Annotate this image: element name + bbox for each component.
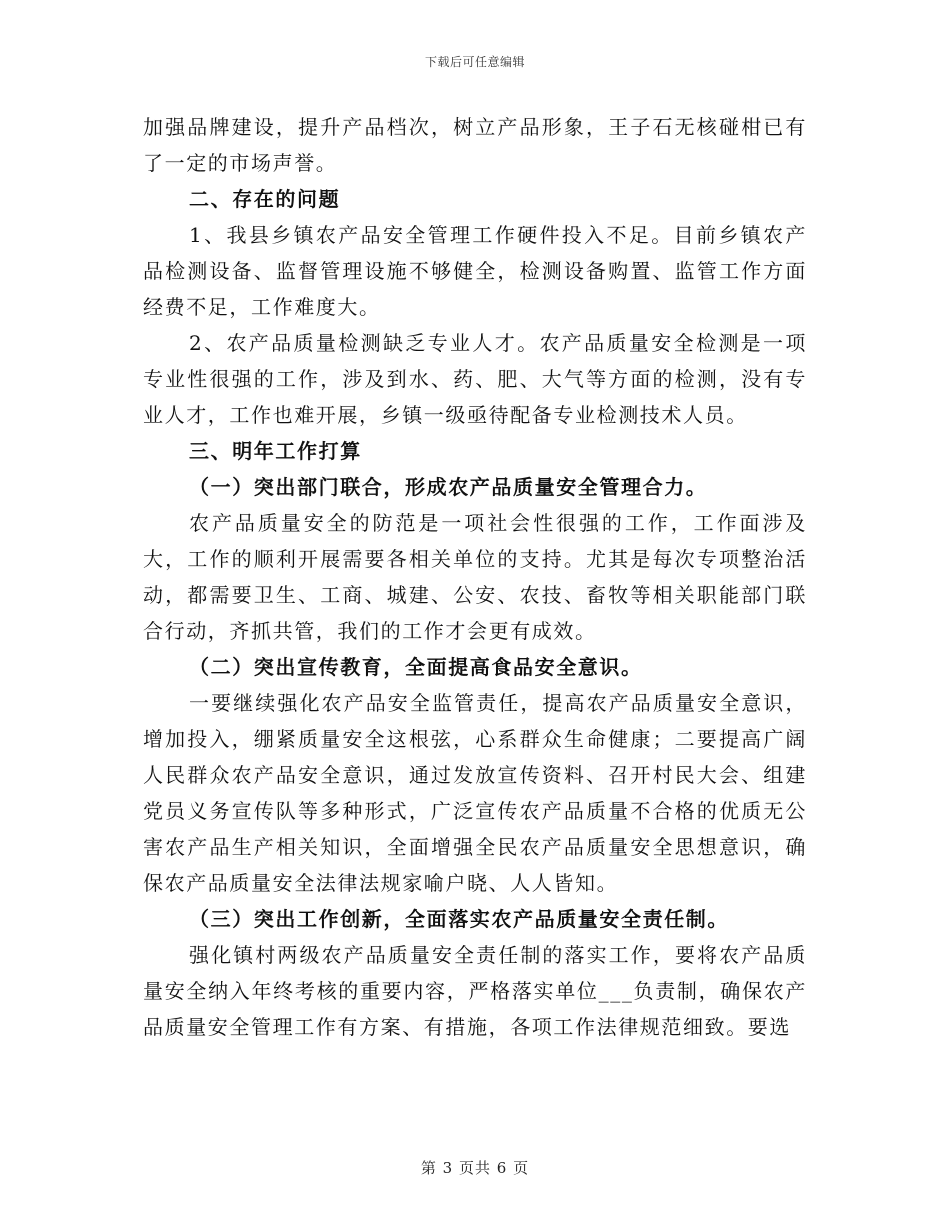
document-body <box>143 109 807 1045</box>
section-heading-next-year-plan: 三、明年工作打算 <box>189 439 362 463</box>
paragraph-responsibility-system: 强化镇村两级农产品质量安全责任制的落实工作，要将农产品质量安全纳入年终考核的重要内容，严格落实单位___负责制，确保农产品质量安全管理工作有方案、有措施，各项工作法律规范细致。要选 <box>143 943 807 1039</box>
subsection-heading-work-innovation: （三）突出工作创新，全面落实农产品质量安全责任制。 <box>189 907 729 931</box>
page-number-footer: 第 3 页共 6 页 <box>420 1159 530 1177</box>
paragraph-department-cooperation: 农产品质量安全的防范是一项社会性很强的工作，工作面涉及大，工作的顺利开展需要各相关单位的支持。尤其是每次专项整治活动，都需要卫生、工商、城建、公安、农技、畜牧等相关职能部门联合行动，齐抓共管，我们的工作才会更有成效。 <box>143 511 807 643</box>
subsection-heading-publicity-education: （二）突出宣传教育，全面提高食品安全意识。 <box>189 655 643 679</box>
paragraph-publicity-education: 一要继续强化农产品安全监管责任，提高农产品质量安全意识，增加投入，绷紧质量安全这根弦，心系群众生命健康；二要提高广阔人民群众农产品安全意识，通过发放宣传资料、召开村民大会、组建党员义务宣传队等多种形式，广泛宣传农产品质量不合格的优质无公害农产品生产相关知识，全面增强全民农产品质量安全思想意识，确保农产品质量安全法律法规家喻户晓、人人皆知。 <box>143 691 807 895</box>
page-header-note: 下载后可任意编辑 <box>424 55 525 69</box>
paragraph-hardware-investment: 1、我县乡镇农产品安全管理工作硬件投入不足。目前乡镇农产品检测设备、监督管理设施不够健全，检测设备购置、监管工作方面经费不足，工作难度大。 <box>143 223 807 319</box>
subsection-heading-department-cooperation: （一）突出部门联合，形成农产品质量安全管理合力。 <box>189 475 708 499</box>
paragraph-brand-building: 加强品牌建设，提升产品档次，树立产品形象，王子石无核碰柑已有了一定的市场声誉。 <box>143 115 807 175</box>
section-heading-problems: 二、存在的问题 <box>189 187 341 211</box>
paragraph-talent-shortage: 2、农产品质量检测缺乏专业人才。农产品质量安全检测是一项专业性很强的工作，涉及到水、药、肥、大气等方面的检测，没有专业人才，工作也难开展，乡镇一级亟待配备专业检测技术人员。 <box>143 331 807 427</box>
